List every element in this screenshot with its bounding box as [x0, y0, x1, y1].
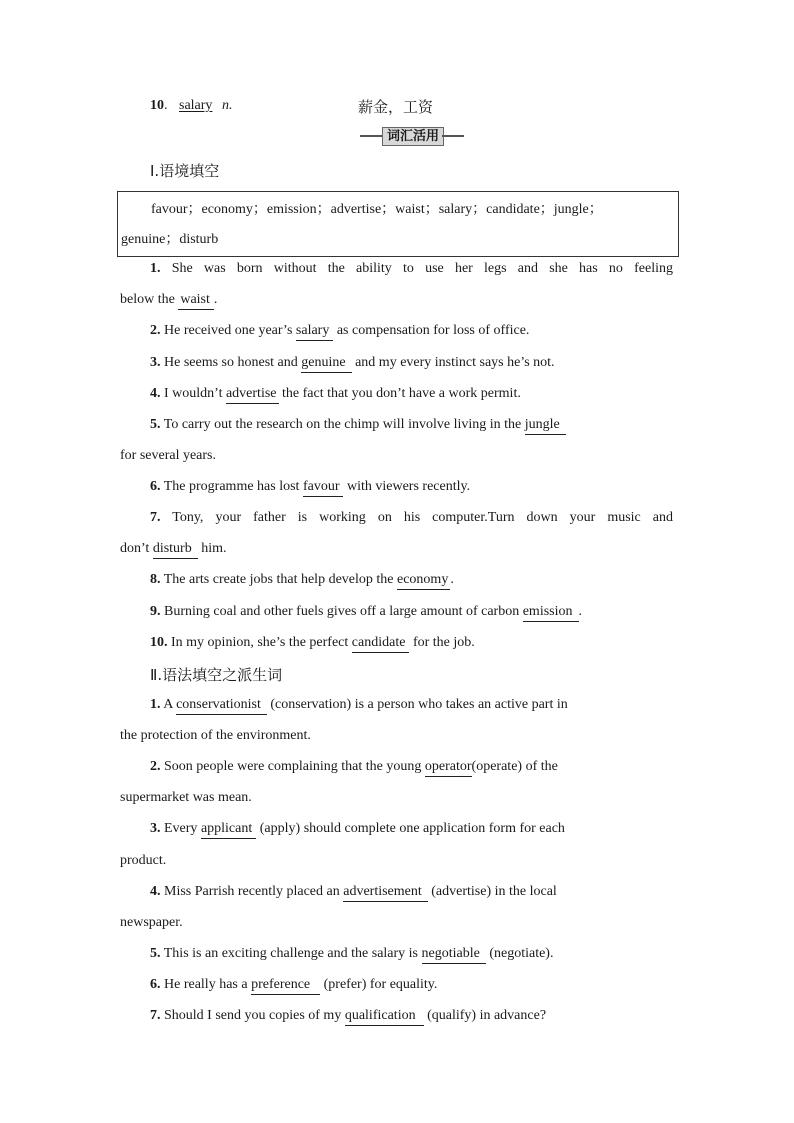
- s1-item-2: [150, 322, 703, 341]
- item-number: 8.: [150, 572, 161, 587]
- item-number: 1.: [150, 261, 161, 276]
- item-text: This is an exciting challenge and the salary is: [163, 946, 422, 961]
- answer-blank: applicant: [201, 821, 256, 839]
- answer-blank: preference: [251, 977, 320, 995]
- item-text: He received one year’s: [164, 323, 296, 338]
- item-text: should complete one application form for each: [300, 821, 565, 836]
- word-hint: (apply): [259, 821, 301, 836]
- item-text: the fact that you don’t have a work permit.: [278, 386, 521, 401]
- vocab-pos: n.: [221, 98, 233, 113]
- item-text: He seems so honest and: [164, 355, 302, 370]
- vocab-meaning: 薪金，工资: [358, 98, 434, 116]
- answer-blank: negotiable: [422, 946, 486, 964]
- word-hint: (advertise): [431, 884, 492, 899]
- item-text: Tony, your father is working on his computer.Turn down your music and: [172, 510, 673, 525]
- word-bank-row-1: favour；economy；emission；advertise；waist；salary；candidate；jungle；: [151, 202, 603, 217]
- item-text: A: [163, 697, 177, 712]
- s1-item-9: [150, 603, 703, 622]
- item-number: 2.: [150, 759, 161, 774]
- s2-item-2-line1: [150, 758, 703, 777]
- answer-blank: conservationist: [176, 697, 267, 715]
- s1-item-1-line2: [120, 291, 673, 310]
- answer-blank: emission: [523, 604, 579, 622]
- section2-title: Ⅱ.语法填空之派生词: [150, 666, 283, 684]
- item-number: 4.: [150, 884, 161, 899]
- item-number: 2.: [150, 323, 161, 338]
- word-hint: (negotiate): [489, 946, 550, 961]
- word-bank-box: [117, 191, 679, 257]
- item-number: 3.: [150, 821, 161, 836]
- vocab-word: salary: [179, 98, 213, 113]
- vocab-number: 10: [150, 98, 164, 113]
- item-text: To carry out the research on the chimp will involve living in the: [163, 417, 525, 432]
- s1-item-10: [150, 634, 703, 653]
- s2-item-4-line2: newspaper.: [120, 915, 183, 930]
- item-text: Every: [164, 821, 201, 836]
- s1-item-6: [150, 478, 703, 497]
- word-hint: (qualify): [427, 1008, 477, 1023]
- item-text: .: [213, 292, 218, 307]
- s2-item-7: [150, 1007, 703, 1026]
- word-hint: (prefer): [323, 977, 367, 992]
- item-text: Should I send you copies of my: [164, 1008, 345, 1023]
- s2-item-3-line1: [150, 820, 703, 839]
- item-text: of the: [522, 759, 558, 774]
- banner-left-rule: [360, 135, 382, 137]
- item-number: 3.: [150, 355, 161, 370]
- item-text: Soon people were complaining that the young: [164, 759, 425, 774]
- banner-right-rule: [442, 135, 464, 137]
- s2-item-4-line1: [150, 883, 703, 902]
- item-text: for equality.: [366, 977, 438, 992]
- item-number: 6.: [150, 977, 161, 992]
- item-text: below the: [120, 292, 179, 307]
- answer-blank: economy: [397, 572, 450, 590]
- answer-blank: favour: [303, 479, 344, 497]
- item-text: for the job.: [409, 635, 475, 650]
- item-text: with viewers recently.: [343, 479, 471, 494]
- s2-item-1-line2: the protection of the environment.: [120, 728, 311, 743]
- s1-item-5-line2: for several years.: [120, 448, 217, 463]
- item-text: In my opinion, she’s the perfect: [171, 635, 352, 650]
- answer-blank: candidate: [352, 635, 410, 653]
- answer-blank: salary: [296, 323, 333, 341]
- item-number: 5.: [150, 417, 161, 432]
- answer-blank: operator: [425, 759, 472, 777]
- s1-item-7-line2: [120, 540, 673, 559]
- item-text: him.: [197, 541, 227, 556]
- item-number: 5.: [150, 946, 161, 961]
- vocab-item: 10. salary n.: [150, 98, 233, 113]
- item-number: 4.: [150, 386, 161, 401]
- answer-blank: advertisement: [343, 884, 428, 902]
- item-text: Miss Parrish recently placed an: [164, 884, 344, 899]
- item-number: 10.: [150, 635, 168, 650]
- word-hint: (operate): [471, 759, 523, 774]
- s1-item-5-line1: [150, 416, 675, 435]
- item-number: 7.: [150, 510, 161, 525]
- item-text: in the local: [491, 884, 557, 899]
- section-banner: [360, 127, 464, 145]
- answer-blank: genuine: [301, 355, 351, 373]
- item-text: Burning coal and other fuels gives off a large amount of carbon: [164, 604, 523, 619]
- item-text: in advance?: [476, 1008, 547, 1023]
- answer-blank: jungle: [525, 417, 566, 435]
- s2-item-5: [150, 945, 703, 964]
- item-text: I wouldn’t: [164, 386, 226, 401]
- word-bank-row-2: genuine；disturb: [121, 232, 219, 247]
- item-text: He really has a: [164, 977, 252, 992]
- s1-item-4: [150, 385, 703, 404]
- answer-blank: advertise: [226, 386, 279, 404]
- item-text: .: [450, 572, 454, 587]
- item-text: is a person who takes an active part in: [351, 697, 568, 712]
- section1-title: Ⅰ.语境填空: [150, 162, 220, 180]
- s1-item-8: [150, 571, 703, 590]
- s1-item-7-line1: [150, 509, 673, 527]
- answer-blank: waist: [178, 292, 214, 310]
- item-text: .: [549, 946, 554, 961]
- answer-blank: qualification: [345, 1008, 424, 1026]
- item-text: She was born without the ability to use her legs and she has no feeling: [171, 261, 673, 276]
- item-number: 6.: [150, 479, 161, 494]
- item-text: and my every instinct says he’s not.: [351, 355, 555, 370]
- item-text: .: [578, 604, 582, 619]
- item-text: The programme has lost: [163, 479, 303, 494]
- answer-blank: disturb: [153, 541, 198, 559]
- s2-item-3-line2: product.: [120, 853, 167, 868]
- item-text: don’t: [120, 541, 153, 556]
- s2-item-1-line1: [150, 696, 703, 715]
- s1-item-1-line1: [150, 260, 673, 278]
- item-text: as compensation for loss of office.: [333, 323, 530, 338]
- item-text: The arts create jobs that help develop the: [163, 572, 397, 587]
- s1-item-3: [150, 354, 703, 373]
- item-number: 1.: [150, 697, 161, 712]
- s2-item-2-line2: supermarket was mean.: [120, 790, 252, 805]
- item-number: 9.: [150, 604, 161, 619]
- word-hint: (conservation): [270, 697, 352, 712]
- banner-label: 词汇活用: [382, 127, 444, 146]
- item-number: 7.: [150, 1008, 161, 1023]
- s2-item-6: [150, 976, 703, 995]
